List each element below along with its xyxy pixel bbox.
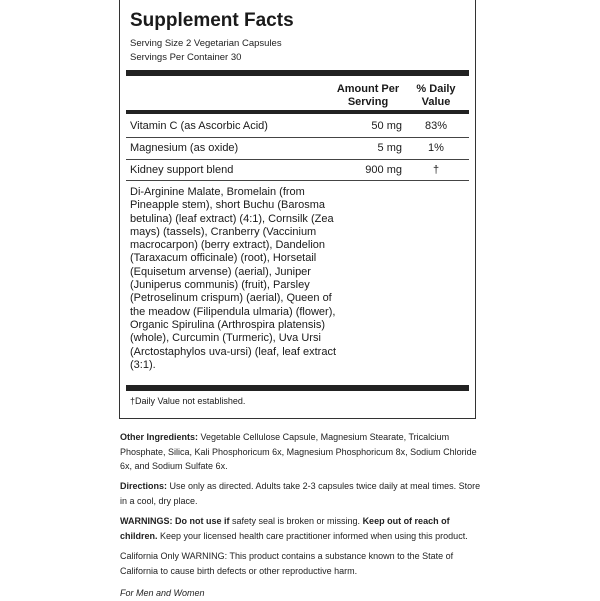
thick-divider — [126, 70, 469, 76]
other-ingredients-label: Other Ingredients: — [120, 432, 199, 442]
row-name: Kidney support blend — [130, 164, 234, 176]
row-divider — [126, 180, 469, 181]
row-name: Vitamin C (as Ascorbic Acid) — [130, 120, 268, 132]
audience — [120, 586, 485, 601]
warnings — [120, 514, 485, 543]
footnote: †Daily Value not established. — [130, 396, 246, 406]
amount-per-serving-header: Amount Per Serving — [336, 83, 400, 108]
audience-text: For Men and Women — [120, 588, 205, 598]
servings-per-container: Servings Per Container 30 — [130, 52, 242, 63]
row-amount: 5 mg — [377, 142, 402, 154]
warnings-text: Keep your licensed health care practitioner informed when using this product. — [157, 530, 468, 541]
row-amount: 50 mg — [371, 120, 402, 132]
row-divider — [126, 137, 469, 138]
row-dv: † — [432, 164, 440, 176]
serving-size: Serving Size 2 Vegetarian Capsules — [130, 38, 282, 49]
daily-value-header: % Daily Value — [416, 83, 456, 108]
directions-text: Use only as directed. Adults take 2-3 capsules twice daily at meal times. Store in a cool, dry place. — [120, 481, 481, 506]
supplement-facts-panel — [119, 0, 476, 419]
california-warning: California Only WARNING: This product contains a substance known to the State of California to cause birth defects or other reproductive harm. — [120, 551, 454, 576]
directions — [120, 479, 485, 508]
other-ingredients — [120, 430, 485, 474]
blend-ingredients: Di-Arginine Malate, Bromelain (from Pineapple stem), short Buchu (Barosma betulina) (leaf extract) (4:1), Cornsilk (Zea mays) (tassels), Cranberry (Vaccinium macrocarpon) (berry extract), Dandelion (Taraxacum officinale) (root), Horsetail (Equisetum arvense) (aerial), Juniper (Juniperus communis) (fruit), Parsley (Petroselinum crispum) (aerial), Queen of the meadow (Filipendula ulmaria) (flower), Organic Spirulina (Arthrospira platensis) (whole), Curcumin (Turmeric), Uva Ursi (Arctostaphylos uva-ursi) (leaf, leaf extract (3:1). — [130, 186, 337, 371]
warnings-bold: Keep out of reach of children. — [120, 516, 450, 541]
row-dv: 1% — [428, 142, 444, 154]
header-divider — [126, 110, 469, 114]
row-dv: 83% — [424, 120, 448, 132]
row-name: Magnesium (as oxide) — [130, 142, 239, 154]
other-ingredients-text: Vegetable Cellulose Capsule, Magnesium Stearate, Tricalcium Phosphate, Silica, Kali Phosphoricum 6x, Magnesium Phosphoricum 8x, Sodium Chloride 6x, and Sodium Sulfate 6x. — [120, 432, 477, 471]
thick-divider — [126, 385, 469, 391]
panel-title: Supplement Facts — [130, 10, 294, 31]
row-divider — [126, 159, 469, 160]
warnings-mid: safety seal is broken or missing. — [229, 516, 363, 526]
row-amount: 900 mg — [365, 164, 402, 176]
directions-label: Directions: — [120, 481, 168, 491]
warnings-label: WARNINGS: Do not use if — [120, 516, 230, 526]
